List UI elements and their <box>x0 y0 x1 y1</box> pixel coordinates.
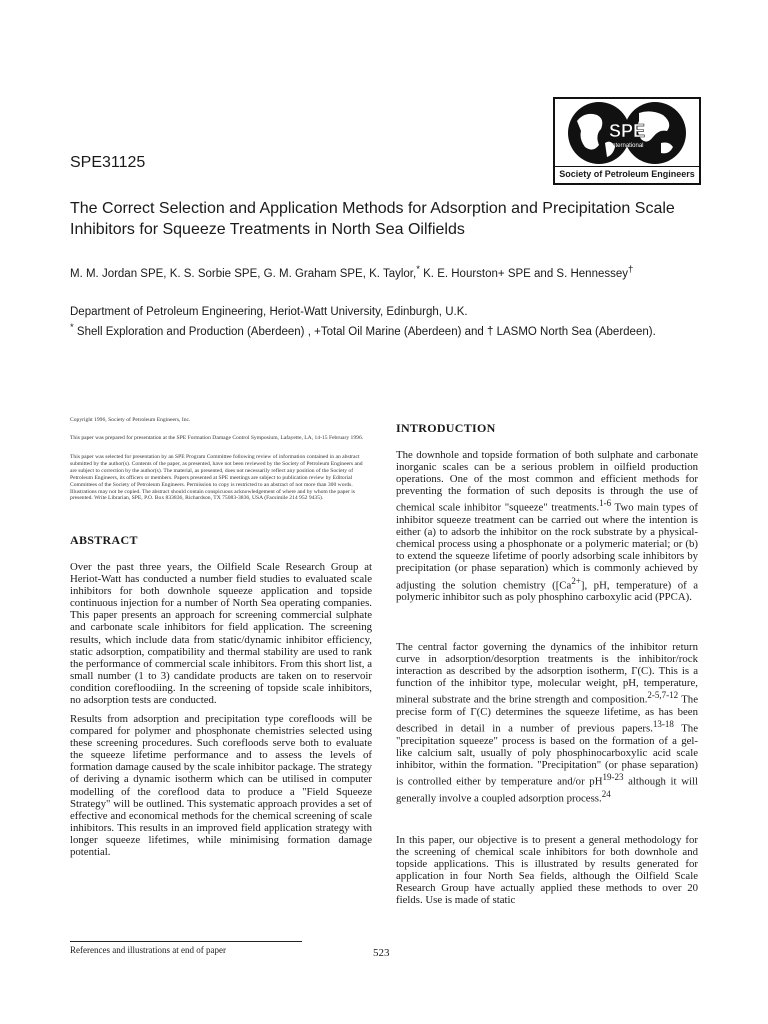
intro-text: although it will generally involve a coupled adsorption process. <box>396 775 698 805</box>
introduction-paragraph: In this paper, our objective is to present a general methodology for the screening of chemical scale inhibitors for both downhole and topside applications. This is illustrated by results generated for application in four North Sea fields, although the Oilfield Scale Research Group have actually applied these methods to over 20 fields. Use is made of static <box>396 834 698 907</box>
ion-charge: 2+ <box>571 575 581 586</box>
paper-title: The Correct Selection and Application Methods for Adsorption and Precipitation Scale Inhibitors for Squeeze Treatments in North Sea Oilfields <box>70 200 675 238</box>
author-mark-a: * <box>416 264 420 275</box>
author-list <box>70 264 710 280</box>
intro-text: The precise form of Γ(C) determines the squeeze lifetime, as has been described in detail in a number of previous papers. <box>396 693 698 735</box>
citation: 1-6 <box>599 498 612 509</box>
affiliation-secondary <box>70 322 730 338</box>
selection-notice: This paper was selected for presentation by an SPE Program Committee following review of information contained in an abstract submitted by the author(s). Contents of the paper, as presented, have not been reviewed by the Society of Petroleum Engineers and are subject to correction by the author(s). The material, as presented, does not necessarily reflect any position of the Society of Petroleum Engineers, its officers or members. Papers presented at SPE meetings are subject to publication review by Editorial Committees of the Society of Petroleum Engineers. Permission to copy is restricted to an abstract of not more than 300 words. Illustrations may not be copied. The abstract should contain conspicuous acknowledgement of where and by whom the paper is presented. Write Librarian, SPE, P.O. Box 833836, Richardson, TX 75083-3836, USA (Facsimile 214 952 9435). <box>70 454 363 502</box>
footer-divider <box>70 941 302 942</box>
footnote: References and illustrations at end of paper <box>70 945 226 955</box>
abstract-paragraph: Over the past three years, the Oilfield Scale Research Group at Heriot-Watt has conducted a number field studies to evaluated scale inhibitors for both downhole squeeze application and topside continuous injection for a number of North Sea operating companies. This paper presents an approach for screening commercial sulphate and carbonate scale inhibitors for field application. The screening results, which include data from static/dynamic inhibitor efficiency, static adsorption, compatibility and thermal stability are used to rank the performance of commercial scale inhibitors. From this short list, a small number (1 to 3) candidate products are taken on to reservoir condition corefloodiing. In the screening of topside scale inhibitors, no adsorption tests are conducted. <box>70 561 372 707</box>
copyright-notice: Copyright 1996, Society of Petroleum Engineers, Inc. <box>70 417 191 423</box>
authors-part-a: M. M. Jordan SPE, K. S. Sorbie SPE, G. M. Graham SPE, K. Taylor, <box>70 267 417 280</box>
introduction-heading: INTRODUCTION <box>396 421 496 435</box>
citation: 13-18 <box>652 719 674 730</box>
affiliation-secondary-text: Shell Exploration and Production (Aberdeen) , +Total Oil Marine (Aberdeen) and † LASMO North Sea (Aberdeen). <box>73 325 656 338</box>
affiliation-mark: * <box>70 322 74 333</box>
logo-caption: Society of Petroleum Engineers <box>555 166 699 183</box>
spe-logo <box>553 97 701 185</box>
paper-id: SPE31125 <box>70 154 146 171</box>
authors-part-b: K. E. Hourston+ SPE and S. Hennessey <box>419 267 629 280</box>
introduction-paragraph <box>396 449 698 603</box>
affiliation-primary: Department of Petroleum Engineering, Heriot-Watt University, Edinburgh, U.K. <box>70 306 468 318</box>
page-number: 523 <box>373 947 390 959</box>
citation: 2-5,7-12 <box>647 690 679 701</box>
intro-text: The downhole and topside formation of both sulphate and carbonate inorganic scales can be a serious problem in oilfield production operations. One of the most common and efficient methods for preventing the formation of such deposits is through the use of chemical scale inhibitor "squeeze" treatments. <box>396 449 698 514</box>
logo-tagline: International <box>610 143 644 149</box>
logo-text: SPE <box>608 121 646 141</box>
author-mark-b: † <box>628 264 634 275</box>
intro-text: The "precipitation squeeze" process is based on the formation of a gel-like calcium salt, usually of poly phosphinocarboxylic acid scale inhibitor, within the formation. "Precipitation" (or phase separation) is controlled either by temperature and/or pH <box>396 722 698 788</box>
abstract-heading: ABSTRACT <box>70 533 138 547</box>
intro-text: The central factor governing the dynamics of the inhibitor return curve in adsorption/desorption treatments is the inhibitor/rock interaction as described by the adsorption isotherm, Γ(C). This is a function of the inhibitor type, molecular weight, pH, temperature, mineral substrate and the brine strength and composition. <box>396 641 698 706</box>
presentation-notice: This paper was prepared for presentation at the SPE Formation Damage Control Symposium, Lafayette, LA, 14-15 February 1996. <box>70 435 364 441</box>
citation: 19-23 <box>602 772 624 783</box>
globe-icon <box>555 99 699 167</box>
intro-text: Two main types of inhibitor squeeze treatment can be carried out where the intention is either (a) to adsorb the inhibitor on the rock substrate by a physical-chemical process using a phosphonate or a polymeric material; or (b) to extend the squeeze lifetime of poorly adsorbing scale inhibitors by precipitation (or phase separation) which is commonly achieved by adjusting the solution chemistry ([Ca <box>396 501 698 592</box>
intro-text: ], pH, temperature) of a polymeric inhibitor such as poly phosphino carboxylic acid (PPCA). <box>396 579 698 604</box>
introduction-paragraph <box>396 641 698 805</box>
citation: 24 <box>601 788 611 799</box>
abstract-paragraph: Results from adsorption and precipitation type corefloods will be compared for polymer and phosphonate chemistries selected using these screening procedures. Such corefloods serve both to evaluate the squeeze lifetime performance and to assess the levels of formation damage caused by the scale inhibitor package. The strategy of deriving a dynamic isotherm which can be utilised in computer modelling of the coreflood data to produce a "Field Squeeze Strategy" will be outlined. This systematic approach provides a set of effective and economical methods for the chemical screening of scale inhibitors. This results in an improved field application strategy with longer squeeze lifetimes, while minimising formation damage potential. <box>70 713 372 859</box>
